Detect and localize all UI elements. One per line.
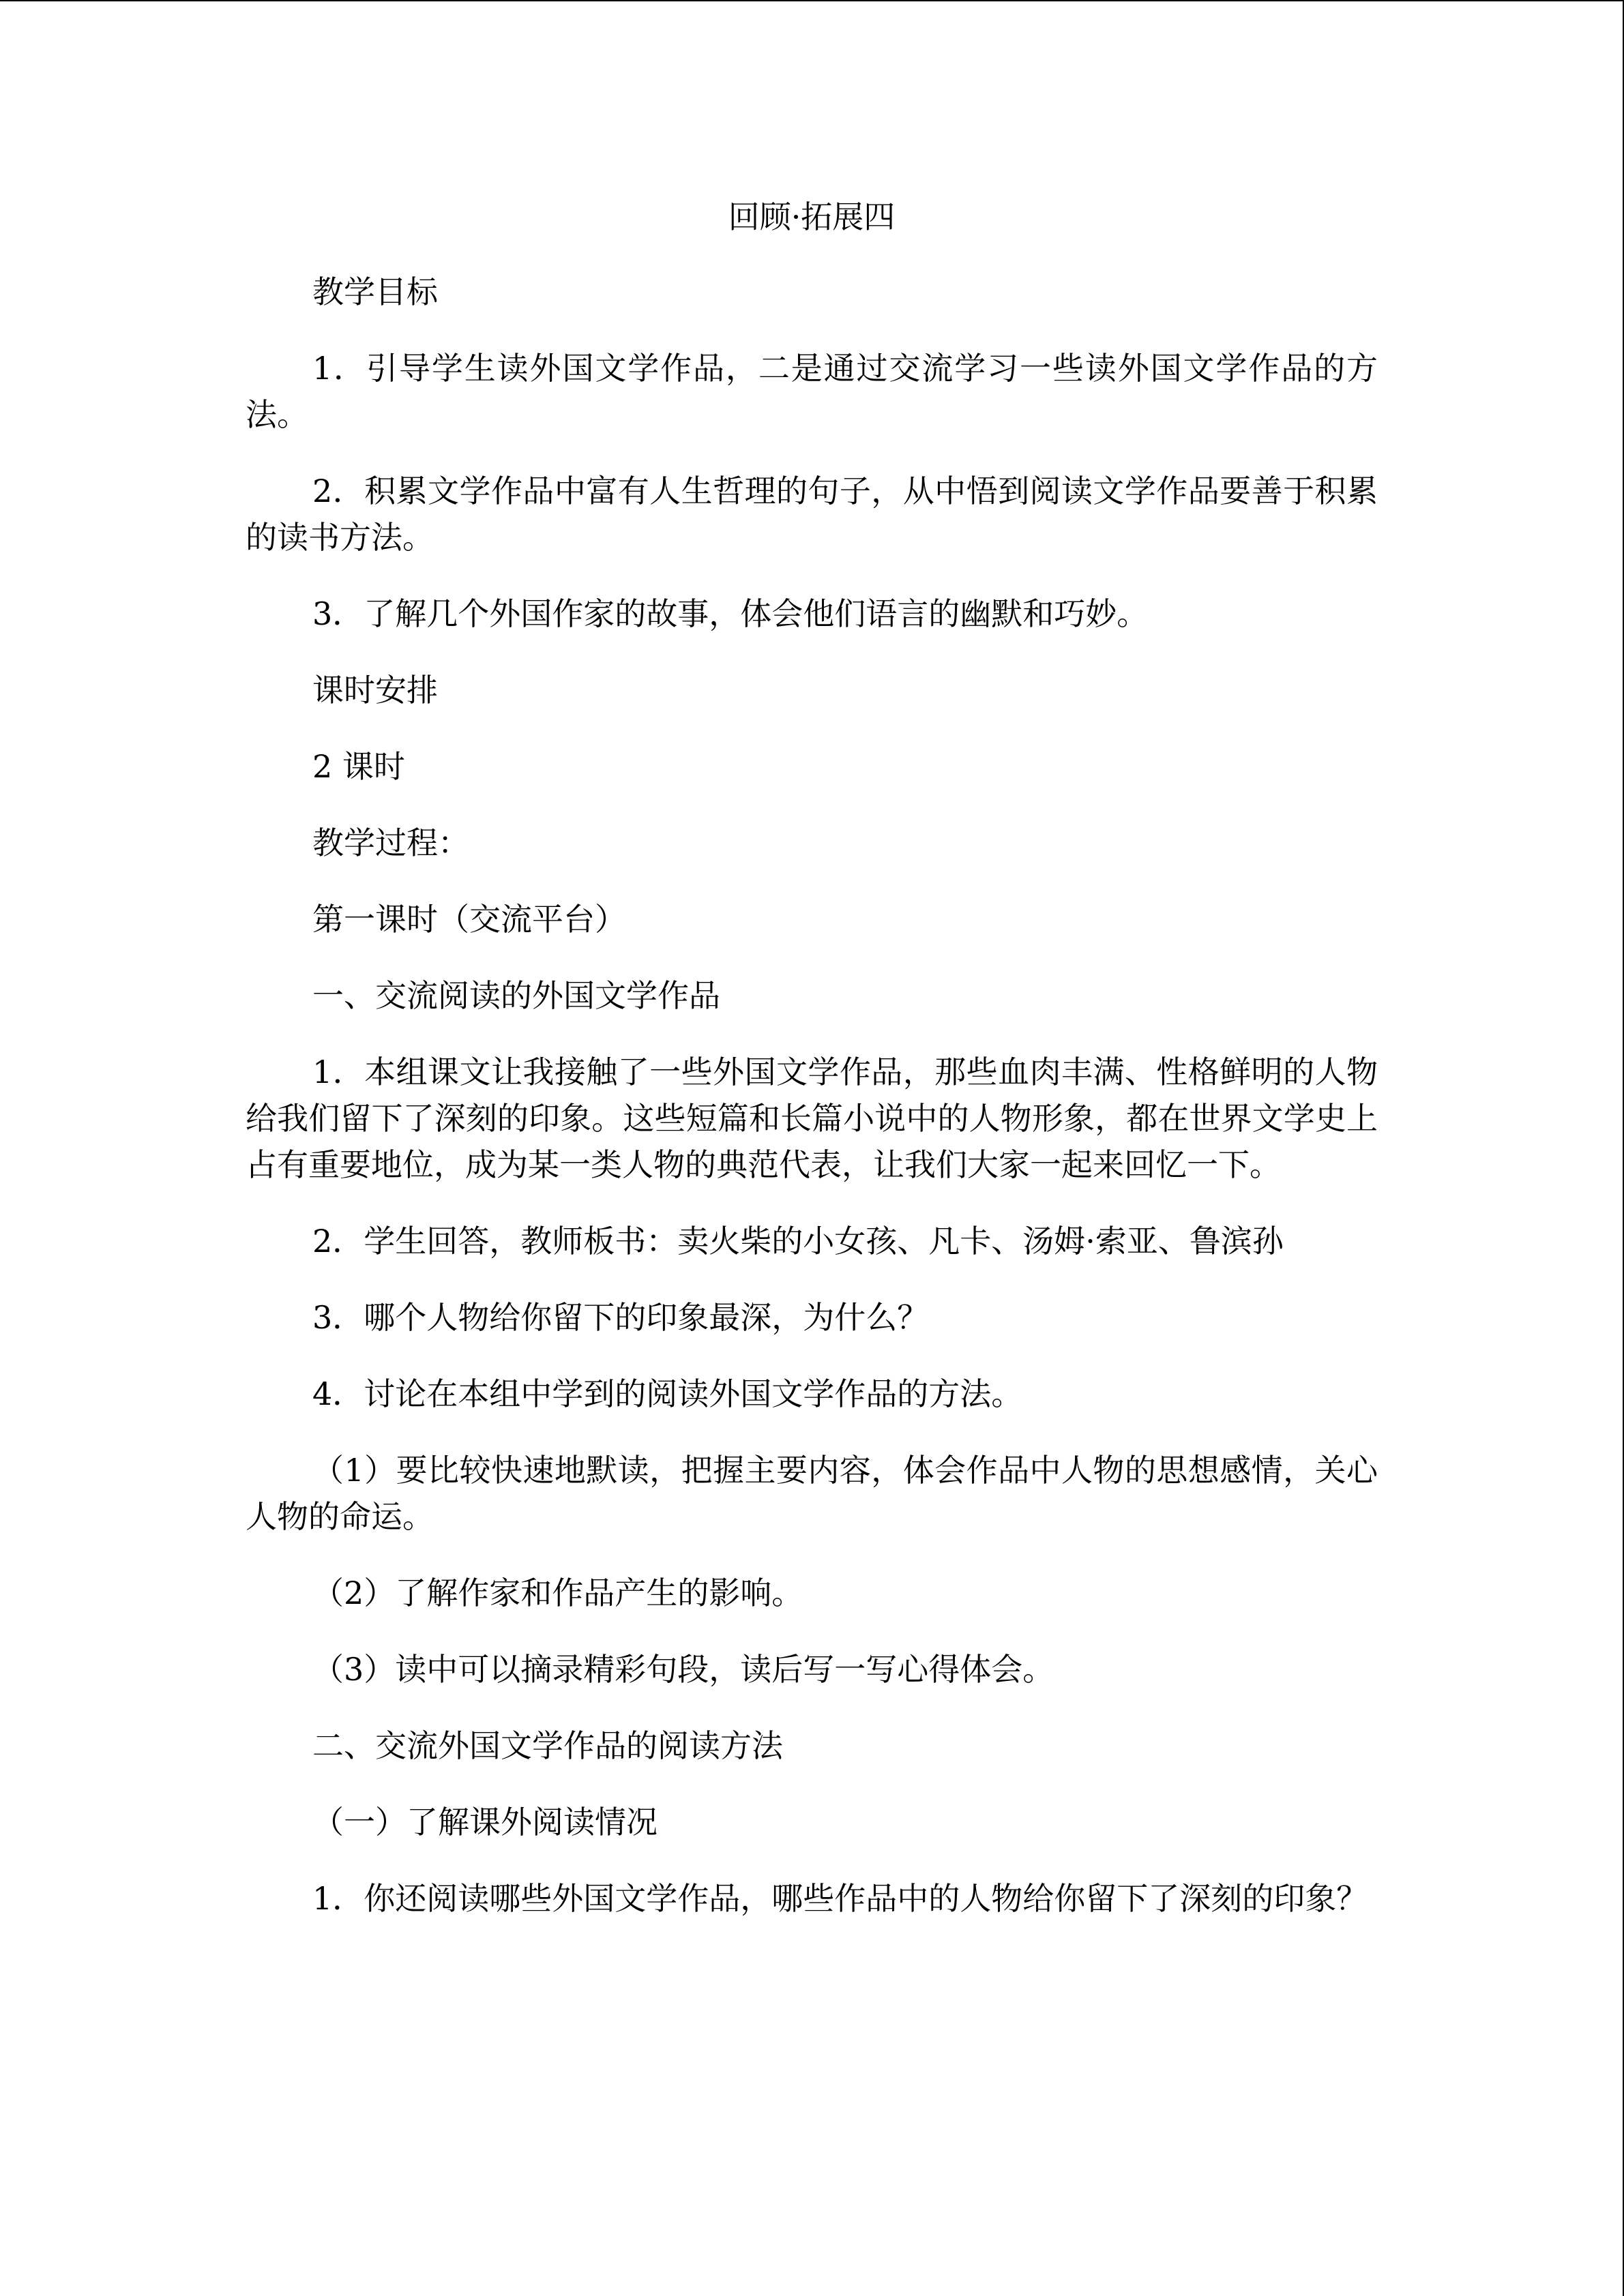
section-heading-process: 教学过程： <box>312 824 469 861</box>
lesson-one-heading: 第一课时（交流平台） <box>312 901 626 938</box>
part-one-item-2: 2．学生回答，教师板书：卖火柴的小女孩、凡卡、汤姆·索亚、鲁滨孙 <box>312 1223 1284 1259</box>
objective-1: 1．引导学生读外国文学作品，二是通过交流学习一些读外国文学作品的方法。 <box>246 350 1378 433</box>
objective-3: 3．了解几个外国作家的故事，体会他们语言的幽默和巧妙。 <box>312 595 1149 632</box>
part-two-heading: 二、交流外国文学作品的阅读方法 <box>312 1727 783 1764</box>
method-2: （2）了解作家和作品产生的影响。 <box>312 1575 803 1611</box>
part-two-item-1: 1．你还阅读哪些外国文学作品，哪些作品中的人物给你留下了深刻的印象？ <box>312 1880 1368 1917</box>
section-heading-schedule: 课时安排 <box>312 672 438 709</box>
document-title: 回顾·拓展四 <box>728 198 896 235</box>
part-two-subheading: （一）了解课外阅读情况 <box>312 1804 658 1840</box>
objective-2: 2．积累文学作品中富有人生哲理的句子，从中悟到阅读文学作品要善于积累的读书方法。 <box>246 473 1378 556</box>
method-3: （3）读中可以摘录精彩句段，读后写一写心得体会。 <box>312 1651 1054 1688</box>
method-1: （1）要比较快速地默读，把握主要内容，体会作品中人物的思想感情，关心人物的命运。 <box>246 1452 1378 1535</box>
schedule-value: 2 课时 <box>312 748 405 785</box>
section-heading-objectives: 教学目标 <box>312 273 438 310</box>
part-one-item-3: 3．哪个人物给你留下的印象最深，为什么？ <box>312 1299 929 1336</box>
document-body <box>246 194 1378 1952</box>
part-one-item-4: 4．讨论在本组中学到的阅读外国文学作品的方法。 <box>312 1375 1023 1412</box>
part-one-heading: 一、交流阅读的外国文学作品 <box>312 977 720 1014</box>
part-one-item-1: 1．本组课文让我接触了一些外国文学作品，那些血肉丰满、性格鲜明的人物给我们留下了深刻的印象。这些短篇和长篇小说中的人物形象，都在世界文学史上占有重要地位，成为某一类人物的典范代表，让我们大家一起来回忆一下。 <box>246 1054 1378 1183</box>
